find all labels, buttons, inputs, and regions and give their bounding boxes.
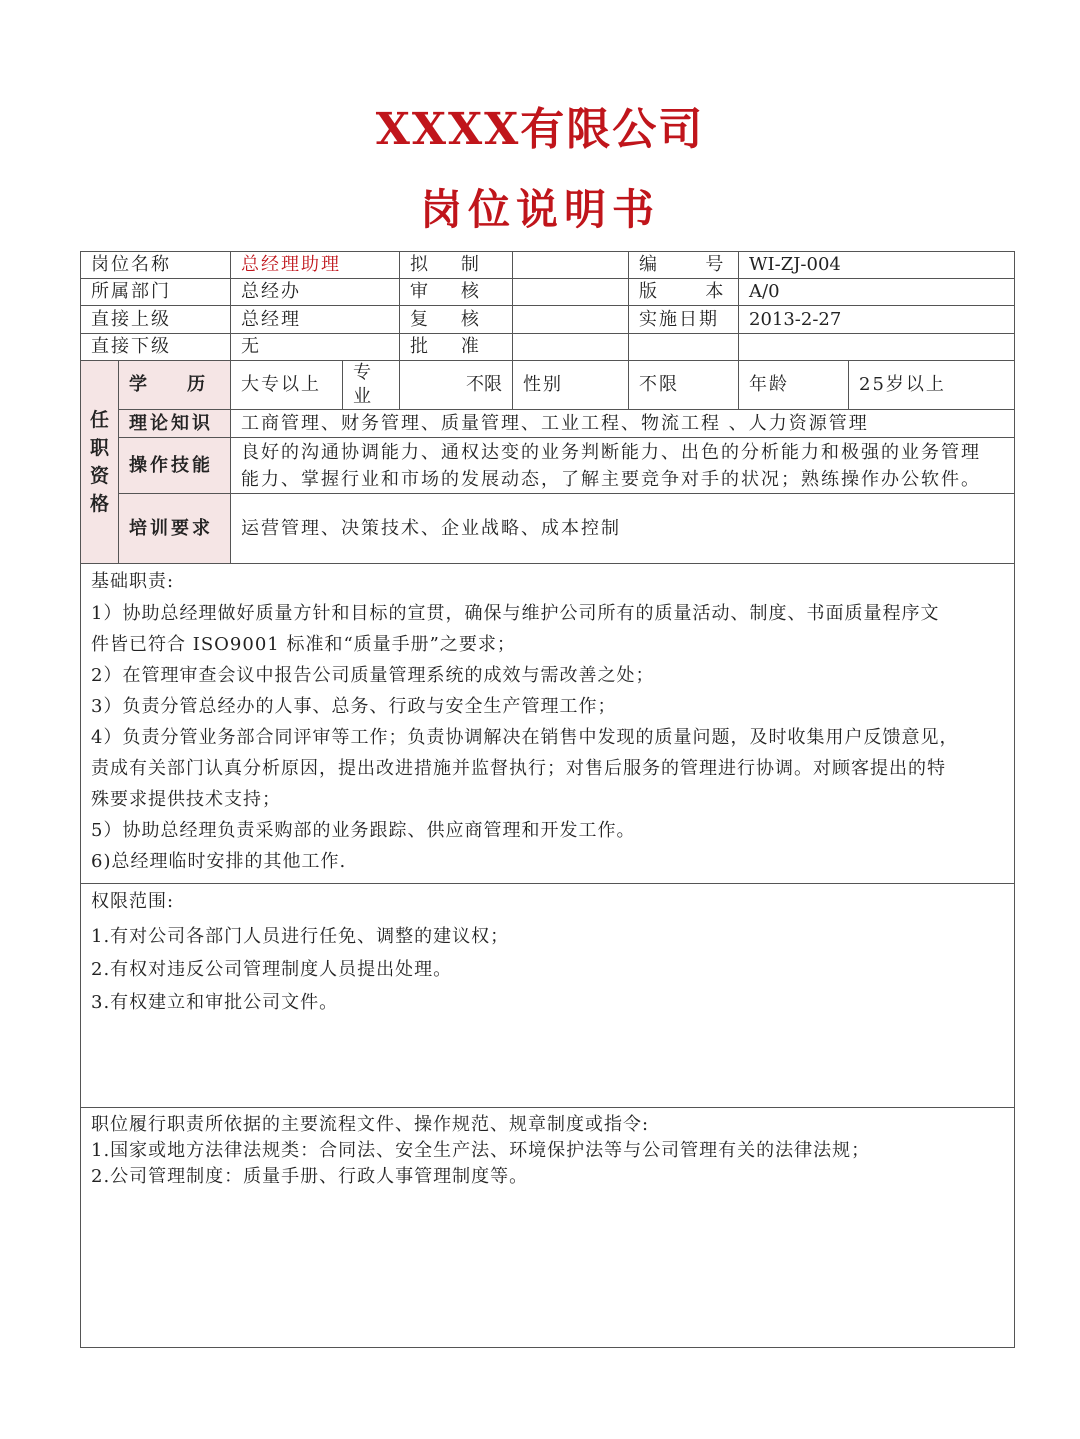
duty-line: 4）负责分管业务部合同评审等工作；负责协调解决在销售中发现的质量问题，及时收集用户反馈意见， [91,727,959,748]
authority-section [81,884,1015,1108]
qualification-section-label [81,361,119,564]
skill-line: 良好的沟通协调能力、通权达变的业务判断能力、出色的分析能力和极强的业务管理 [241,441,981,463]
draft-label: 拟 制 [400,252,513,279]
theory-label: 理论知识 [119,410,231,438]
recheck-value [513,306,629,334]
empty-cell [629,334,739,361]
document-title: 岗位说明书 [419,185,660,234]
row-training [81,494,1015,564]
dept-label: 所属部门 [81,279,231,306]
major-value: 不限 [400,361,513,410]
row-superior [81,306,1015,334]
duty-line: 1）协助总经理做好质量方针和目标的宣贯，确保与维护公司所有的质量活动、制度、书面质量程序文 [91,603,940,624]
age-label: 年龄 [739,361,849,410]
duties-heading: 基础职责: [91,571,175,592]
duties-section [81,564,1015,884]
authority-line: 3.有权建立和审批公司文件。 [91,992,339,1013]
basis-heading: 职位履行职责所依据的主要流程文件、操作规范、规章制度或指令: [91,1114,650,1135]
draft-value [513,252,629,279]
duty-line: 2）在管理审查会议中报告公司质量管理系统的成效与需改善之处； [91,665,655,686]
training-value: 运营管理、决策技术、企业战略、成本控制 [231,494,1015,564]
section-char: 任 [89,409,109,431]
section-char: 格 [89,493,109,515]
basis-section [81,1108,1015,1348]
duty-line: 责成有关部门认真分析原因，提出改进措施并监督执行；对售后服务的管理进行协调。对顾客提出的特 [91,758,946,779]
effective-date-value: 2013-2-27 [739,306,1015,334]
code-label: 编 号 [629,252,739,279]
authority-line: 1.有对公司各部门人员进行任免、调整的建议权； [91,926,510,947]
job-description-table [80,251,1015,1348]
company-title: XXXX有限公司 [375,104,705,155]
authority-heading: 权限范围: [91,891,175,912]
review-value [513,279,629,306]
superior-label: 直接上级 [81,306,231,334]
gender-value: 不限 [629,361,739,410]
dept-value: 总经办 [231,279,400,306]
duty-line: 件皆已符合 ISO9001 标准和“质量手册”之要求； [91,634,516,655]
code-value: WI-ZJ-004 [739,252,1015,279]
duty-line: 5）协助总经理负责采购部的业务跟踪、供应商管理和开发工作。 [91,820,636,841]
row-department [81,279,1015,306]
row-post-name [81,252,1015,279]
row-basis [81,1108,1015,1348]
superior-value: 总经理 [231,306,400,334]
version-value: A/0 [739,279,1015,306]
post-name-label: 岗位名称 [81,252,231,279]
empty-cell [739,334,1015,361]
version-label: 版 本 [629,279,739,306]
skill-line: 能力、掌握行业和市场的发展动态，了解主要竞争对手的状况；熟练操作办公软件。 [241,468,981,490]
skill-value [231,438,1015,494]
recheck-label: 复 核 [400,306,513,334]
training-label: 培训要求 [119,494,231,564]
row-skill [81,438,1015,494]
subordinate-value: 无 [231,334,400,361]
post-name-value: 总经理助理 [231,252,400,279]
duty-line: 3）负责分管总经办的人事、总务、行政与安全生产管理工作； [91,696,617,717]
major-label: 专业 [343,361,400,410]
subordinate-label: 直接下级 [81,334,231,361]
section-char: 资 [89,465,109,487]
duty-line: 殊要求提供技术支持； [91,789,281,810]
gender-label: 性别 [513,361,629,410]
row-theory [81,410,1015,438]
approve-value [513,334,629,361]
row-subordinate [81,334,1015,361]
section-char: 职 [89,437,109,459]
skill-label: 操作技能 [119,438,231,494]
approve-label: 批 准 [400,334,513,361]
authority-line: 2.有权对违反公司管理制度人员提出处理。 [91,959,453,980]
education-value: 大专以上 [231,361,343,410]
education-label: 学 历 [119,361,231,410]
age-value: 25岁以上 [849,361,1015,410]
basis-line: 1.国家或地方法律法规类：合同法、安全生产法、环境保护法等与公司管理有关的法律法规； [91,1140,871,1161]
basis-line: 2.公司管理制度：质量手册、行政人事管理制度等。 [91,1166,529,1187]
row-education [81,361,1015,410]
row-authority [81,884,1015,1108]
theory-value: 工商管理、财务管理、质量管理、工业工程、物流工程 、人力资源管理 [231,410,1015,438]
duty-line: 6)总经理临时安排的其他工作. [91,851,347,872]
effective-date-label: 实施日期 [629,306,739,334]
row-duties [81,564,1015,884]
review-label: 审 核 [400,279,513,306]
